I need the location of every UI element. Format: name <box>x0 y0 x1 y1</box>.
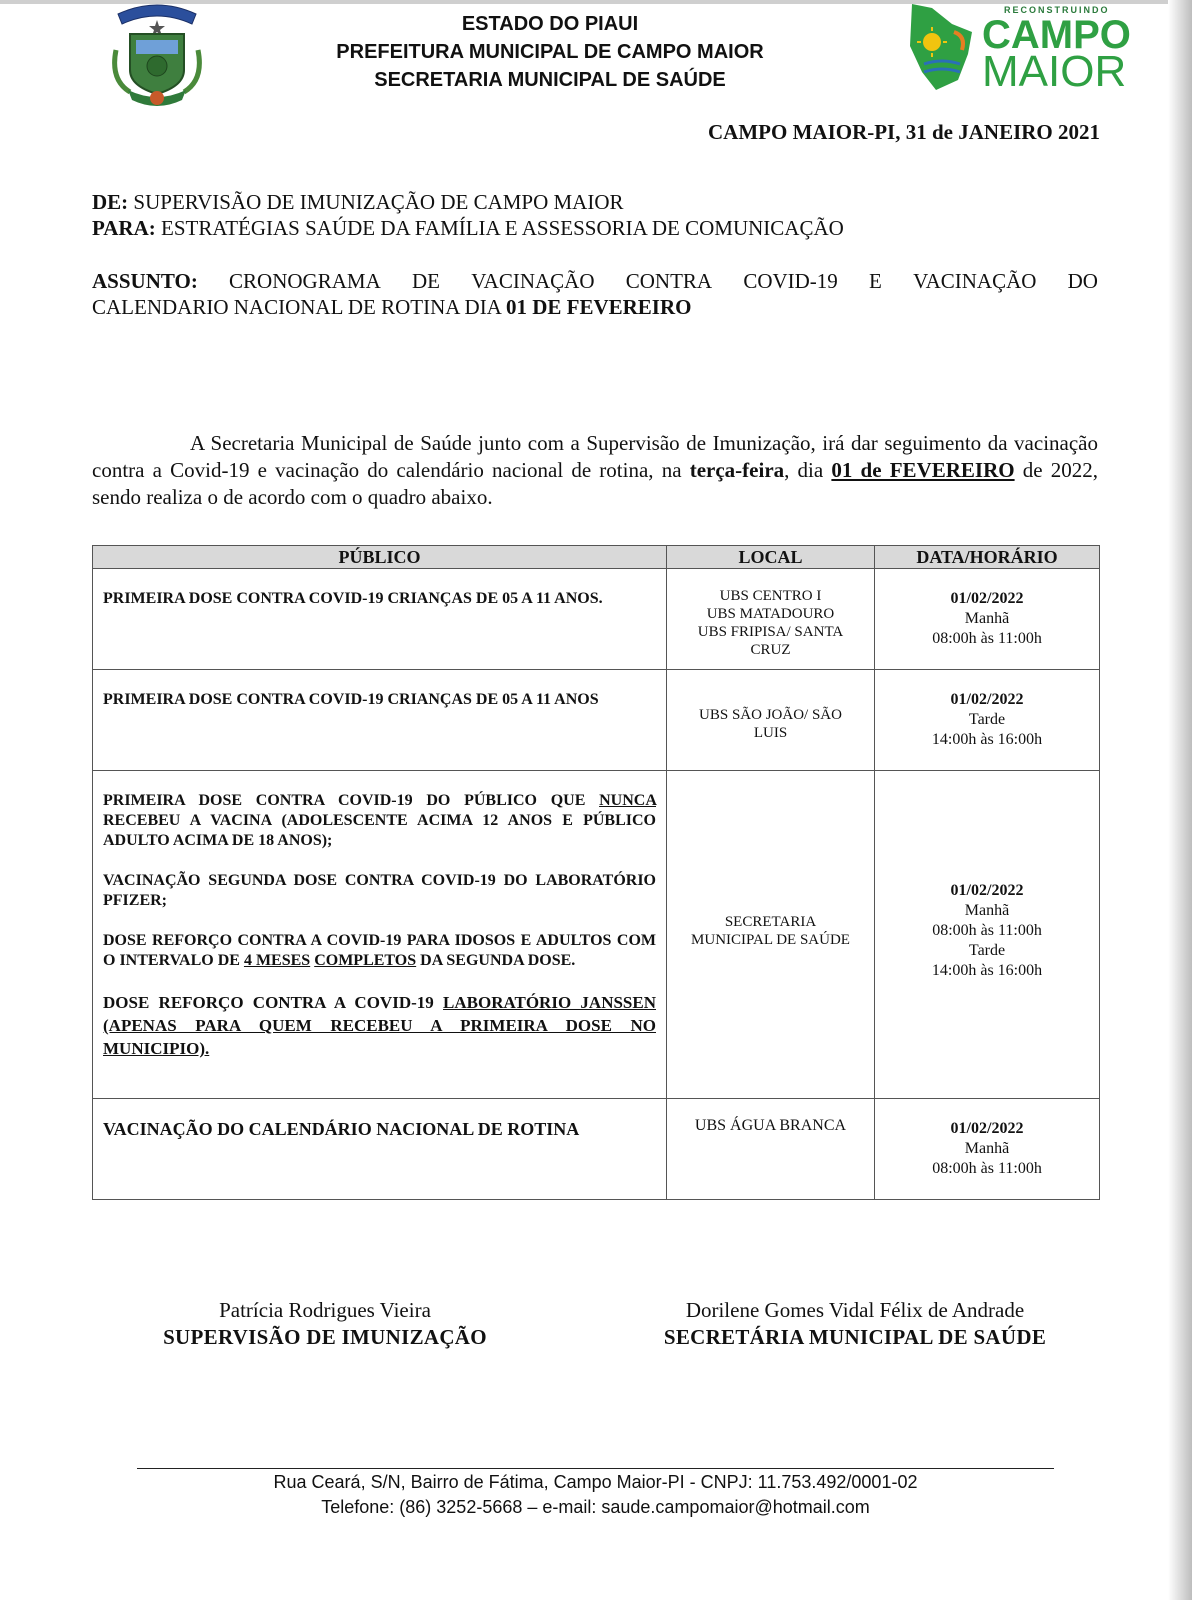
subject-date: 01 DE FEVEREIRO <box>505 295 692 319</box>
signature-role: SUPERVISÃO DE IMUNIZAÇÃO <box>163 1325 487 1349</box>
table-row <box>93 771 1100 1099</box>
footer-contact: Telefone: (86) 3252-5668 – e-mail: saude.campomaior@hotmail.com <box>321 1497 870 1517</box>
date-text: 01/02/2022 <box>950 881 1024 899</box>
location-line: UBS CENTRO I <box>719 588 822 604</box>
memo-subject-line2 <box>92 294 1098 320</box>
subject-word: VACINAÇÃO <box>913 269 1037 293</box>
location-line: UBS ÁGUA BRANCA <box>694 1117 847 1134</box>
location-line: MUNICIPAL DE SAÚDE <box>691 931 850 948</box>
public-text-underlined: 4 MESES <box>243 952 311 969</box>
public-text: DA SEGUNDA DOSE. <box>416 952 576 969</box>
location-line: UBS MATADOURO <box>706 606 835 622</box>
header-state: ESTADO DO PIAUI <box>461 13 639 35</box>
memo-to <box>92 215 1098 241</box>
subject-word: DE <box>411 269 440 293</box>
table-header-row <box>93 546 1100 569</box>
public-cell: PRIMEIRA DOSE CONTRA COVID-19 CRIANÇAS DE 05 A 11 ANOS <box>93 670 667 771</box>
signature-secretary <box>640 1297 1070 1351</box>
municipal-crest-icon <box>110 0 204 110</box>
public-text: DOSE REFORÇO CONTRA A COVID-19 PARA IDOSOS E ADULTOS COM O INTERVALO DE <box>103 932 656 969</box>
campo-maior-logo <box>902 2 1142 96</box>
location-line: UBS SÃO JOÃO/ SÃO <box>699 707 842 723</box>
footer <box>137 1470 1054 1520</box>
table-row <box>93 1099 1100 1200</box>
public-item: VACINAÇÃO SEGUNDA DOSE CONTRA COVID-19 DO LABORATÓRIO PFIZER; <box>103 872 656 909</box>
public-text: DOSE REFORÇO CONTRA A COVID-19 <box>103 993 444 1012</box>
table-row <box>93 569 1100 670</box>
hours-text: 08:00h às 11:00h <box>932 1160 1042 1177</box>
location-line: LUIS <box>753 725 788 741</box>
signature-supervisor <box>140 1297 510 1351</box>
body-text: de 2022, sendo realiza o de acordo com o quadro abaixo. <box>92 458 1099 509</box>
location-line: UBS FRIPISA/ SANTA <box>697 624 844 640</box>
datetime-cell <box>875 771 1100 1099</box>
datetime-cell <box>875 569 1100 670</box>
subject-word: DO <box>1067 269 1098 293</box>
public-item <box>103 931 656 971</box>
schedule-table <box>92 545 1100 1200</box>
subject-word: CRONOGRAMA <box>229 269 381 293</box>
shift-text: Manhã <box>964 1140 1010 1157</box>
shift-text: Manhã <box>964 901 1010 919</box>
public-text-underlined: LABORATÓRIO JANSSEN (APENAS PARA QUEM RECEBEU A PRIMEIRA DOSE NO MUNICIPIO). <box>103 993 656 1058</box>
hours-text: 08:00h às 11:00h <box>932 921 1042 939</box>
subject-word: VACINAÇÃO <box>471 269 595 293</box>
campo-maior-logo-icon <box>902 2 982 92</box>
body-text: , dia <box>784 458 832 482</box>
col-header-public: PÚBLICO <box>93 546 667 569</box>
body-paragraph <box>92 430 1098 511</box>
shift-text: Tarde <box>968 711 1006 728</box>
body-text: A Secretaria Municipal de Saúde junto com a Supervisão de Imunização, irá dar seguimento da vacinação contra a Covid-19 e vacinação do calendário nacional de rotina, na <box>92 431 1098 482</box>
memo-to-value: ESTRATÉGIAS SAÚDE DA FAMÍLIA E ASSESSORIA DE COMUNICAÇÃO <box>155 216 844 240</box>
hours-text: 14:00h às 16:00h <box>931 961 1043 979</box>
public-text: RECEBEU A VACINA (ADOLESCENTE ACIMA 12 ANOS E PÚBLICO ADULTO ACIMA DE 18 ANOS); <box>103 812 656 849</box>
date-text: 01/02/2022 <box>950 1120 1024 1137</box>
signature-role: SECRETÁRIA MUNICIPAL DE SAÚDE <box>663 1325 1047 1349</box>
page-edge <box>1168 0 1192 1600</box>
body-date: 01 de FEVEREIRO <box>831 458 1015 482</box>
memo-from-label: DE: <box>92 190 129 214</box>
date-text: 01/02/2022 <box>950 691 1024 708</box>
header-secretariat: SECRETARIA MUNICIPAL DE SAÚDE <box>374 69 726 91</box>
col-header-location: LOCAL <box>667 546 875 569</box>
header-prefecture: PREFEITURA MUNICIPAL DE CAMPO MAIOR <box>336 41 764 63</box>
footer-divider <box>137 1468 1054 1469</box>
hours-text: 14:00h às 16:00h <box>931 731 1043 748</box>
public-cell: PRIMEIRA DOSE CONTRA COVID-19 CRIANÇAS DE 05 A 11 ANOS. <box>93 569 667 670</box>
public-text: PRIMEIRA DOSE CONTRA COVID-19 DO PÚBLICO QUE <box>103 792 600 809</box>
logo-tagline: RECONSTRUINDO <box>1004 5 1110 15</box>
location-cell <box>667 1099 875 1200</box>
memo-subject <box>92 268 1098 320</box>
memo-subject-line1 <box>92 268 1098 294</box>
public-item <box>103 791 656 851</box>
location-cell <box>667 771 875 1099</box>
public-text-underlined: NUNCA <box>599 792 656 809</box>
memo-from-value: SUPERVISÃO DE IMUNIZAÇÃO DE CAMPO MAIOR <box>128 190 624 214</box>
letterhead <box>290 10 810 94</box>
shift-text: Tarde <box>968 941 1006 959</box>
signature-name: Dorilene Gomes Vidal Félix de Andrade <box>685 1298 1025 1322</box>
subject-word: CONTRA <box>625 269 713 293</box>
datetime-cell <box>875 1099 1100 1200</box>
signature-name: Patrícia Rodrigues Vieira <box>219 1298 431 1322</box>
location-line: SECRETARIA <box>724 913 817 930</box>
subject-word: E <box>869 269 882 293</box>
memo-to-label: PARA: <box>92 216 156 240</box>
datetime-cell <box>875 670 1100 771</box>
body-weekday: terça-feira <box>689 458 785 482</box>
logo-word-maior: MAIOR <box>982 47 1127 96</box>
location-cell <box>667 670 875 771</box>
hours-text: 08:00h às 11:00h <box>932 630 1042 647</box>
subject-text: CALENDARIO NACIONAL DE ROTINA DIA <box>92 295 506 319</box>
memo-subject-label: ASSUNTO: <box>92 269 198 293</box>
table-row <box>93 670 1100 771</box>
subject-word: COVID-19 <box>743 269 838 293</box>
logo-word-campo: CAMPO <box>982 13 1131 57</box>
date-text: 01/02/2022 <box>950 590 1024 607</box>
location-cell <box>667 569 875 670</box>
location-line: CRUZ <box>750 642 791 658</box>
public-text-underlined: COMPLETOS <box>314 952 417 969</box>
document-date: CAMPO MAIOR-PI, 31 de JANEIRO 2021 <box>708 120 1100 144</box>
public-item <box>103 991 656 1060</box>
memo-from <box>92 189 1098 215</box>
shift-text: Manhã <box>964 610 1010 627</box>
col-header-datetime: DATA/HORÁRIO <box>875 546 1100 569</box>
public-cell: VACINAÇÃO DO CALENDÁRIO NACIONAL DE ROTINA <box>93 1099 667 1200</box>
footer-address: Rua Ceará, S/N, Bairro de Fátima, Campo Maior-PI - CNPJ: 11.753.492/0001-02 <box>273 1472 918 1492</box>
public-cell <box>93 771 667 1099</box>
